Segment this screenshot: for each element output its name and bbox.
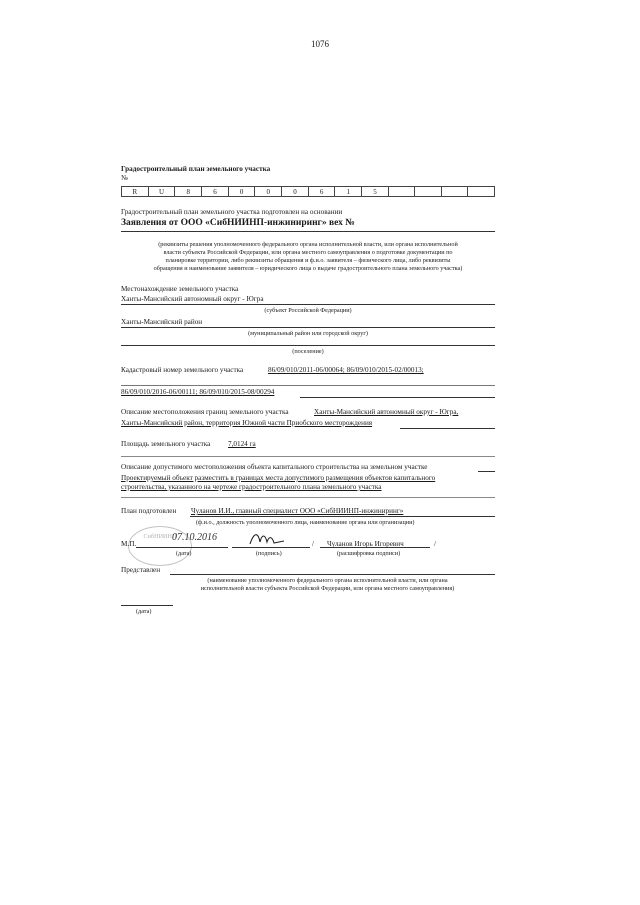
cadastral-spacer-line [121, 385, 495, 386]
decode-caption: (расшифровка подписи) [337, 550, 401, 557]
handwritten-date: 07.10.2016 [172, 532, 217, 543]
plan-number-cell: 0 [255, 187, 282, 197]
presented-caption-2: исполнительной власти субъекта Российской Федерации, или органа местного самоуправления) [200, 585, 455, 592]
area-value: 7,0124 га [228, 440, 256, 448]
plan-number-cell: 0 [282, 187, 309, 197]
presented-underline [170, 574, 495, 575]
prepared-label: План подготовлен [121, 507, 177, 515]
document-title: Градостроительный план земельного участка [121, 165, 271, 173]
slash-separator: / [312, 540, 314, 548]
boundary-label: Описание местоположения границ земельного участка [121, 408, 289, 416]
cadastral-label: Кадастровый номер земельного участка [121, 366, 244, 374]
location-label: Местонахождение земельного участка [121, 285, 239, 293]
signature-underline [232, 547, 310, 548]
plan-number-cell [441, 187, 468, 197]
placement-spacer-line [121, 497, 495, 498]
district-underline [121, 327, 495, 328]
area-label: Площадь земельного участка [121, 440, 211, 448]
settlement-underline [121, 345, 495, 346]
placement-value-1: Проектируемый объект разместить в границах места допустимого размещения объектов капитального [121, 474, 436, 482]
presented-label: Представлен [121, 566, 161, 574]
stamp-text: СибНИИНП [143, 533, 177, 540]
final-date-underline [121, 605, 173, 606]
region-caption: (субъект Российской Федерации) [264, 307, 352, 314]
plan-number-cell [415, 187, 442, 197]
date-caption: (дата) [176, 550, 192, 557]
basis-note-2: власти субъекта Российской Федерации, или органа местного самоуправления о подготовке документации по [163, 249, 453, 256]
signature-mark [248, 528, 288, 548]
presented-caption-1: (наименование уполномоченного федерального органа исполнительной власти, или органа [207, 577, 448, 584]
cadastral-value-1: 86/09/010/2011-06/00064; 86/09/010/2015-02/00013; [268, 366, 424, 374]
prepared-value: Чуланов И.И., главный специалист ООО «СибНИИНП-инжиниринг» [191, 507, 404, 515]
plan-number-cell: 5 [362, 187, 389, 197]
placement-value-2: строительства, указанного на чертеже градостроительного плана земельного участка [121, 483, 382, 491]
basis-label: Градостроительный план земельного участка подготовлен на основании [121, 208, 343, 216]
settlement-caption: (поселение) [292, 348, 324, 355]
boundary-value-2: Ханты-Мансийский район, территория Южной части Приобского месторождения [121, 419, 373, 427]
date-underline [136, 547, 228, 548]
decode-underline [320, 547, 430, 548]
region-underline [121, 304, 495, 305]
boundary-underline [400, 428, 495, 429]
decode-value: Чуланов Игорь Игоревич [327, 540, 404, 548]
cadastral-underline [300, 397, 495, 398]
basis-note-4: обращения и наименование заявителя – юридического лица о выдаче градостроительного плана земельного участка) [153, 265, 463, 272]
prepared-underline [190, 516, 495, 517]
mp-label: М.П. [121, 540, 137, 548]
basis-note-1: (реквизиты решения уполномоченного федерального органа исполнительной власти, или органа исполнительной [158, 241, 458, 248]
signature-caption: (подпись) [256, 550, 282, 557]
plan-number-grid [121, 186, 495, 197]
plan-number-cell: 8 [175, 187, 202, 197]
cadastral-value-2: 86/09/010/2016-06/00111; 86/09/010/2015-08/00294 [121, 388, 275, 396]
plan-number-cell: 1 [335, 187, 362, 197]
basis-underline [121, 231, 495, 232]
district-caption: (муниципальный район или городской округ) [248, 330, 368, 337]
final-date-caption: (дата) [136, 608, 152, 615]
document-number-label: № [121, 174, 128, 182]
plan-number-cell [388, 187, 415, 197]
basis-value: Заявления от ООО «СибНИИНП-инжиниринг» вех № [121, 218, 355, 228]
boundary-value-1: Ханты-Мансийский автономный округ - Югра, [314, 408, 459, 416]
location-district: Ханты-Мансийский район [121, 318, 203, 326]
prepared-caption: (ф.и.о., должность уполномоченного лица, наименование органа или организации) [196, 519, 415, 526]
plan-number-cell: 6 [202, 187, 229, 197]
plan-number-cell: R [122, 187, 149, 197]
plan-number-cell [468, 187, 495, 197]
basis-note-3: планировке территории, либо реквизиты обращения и ф.и.о. заявителя – физического лица, либо реквизиты [165, 257, 451, 264]
placement-label: Описание допустимого местоположения объекта капитального строительства на земельном участке [121, 463, 428, 471]
plan-number-cell: 0 [228, 187, 255, 197]
plan-number-cell: U [148, 187, 175, 197]
slash-separator-2: / [434, 540, 436, 548]
location-region: Ханты-Мансийский автономный округ - Югра [121, 295, 264, 303]
page-number: 1076 [311, 39, 329, 49]
placement-label-underline [478, 471, 495, 472]
area-spacer-line [121, 456, 495, 457]
plan-number-cell: 6 [308, 187, 335, 197]
